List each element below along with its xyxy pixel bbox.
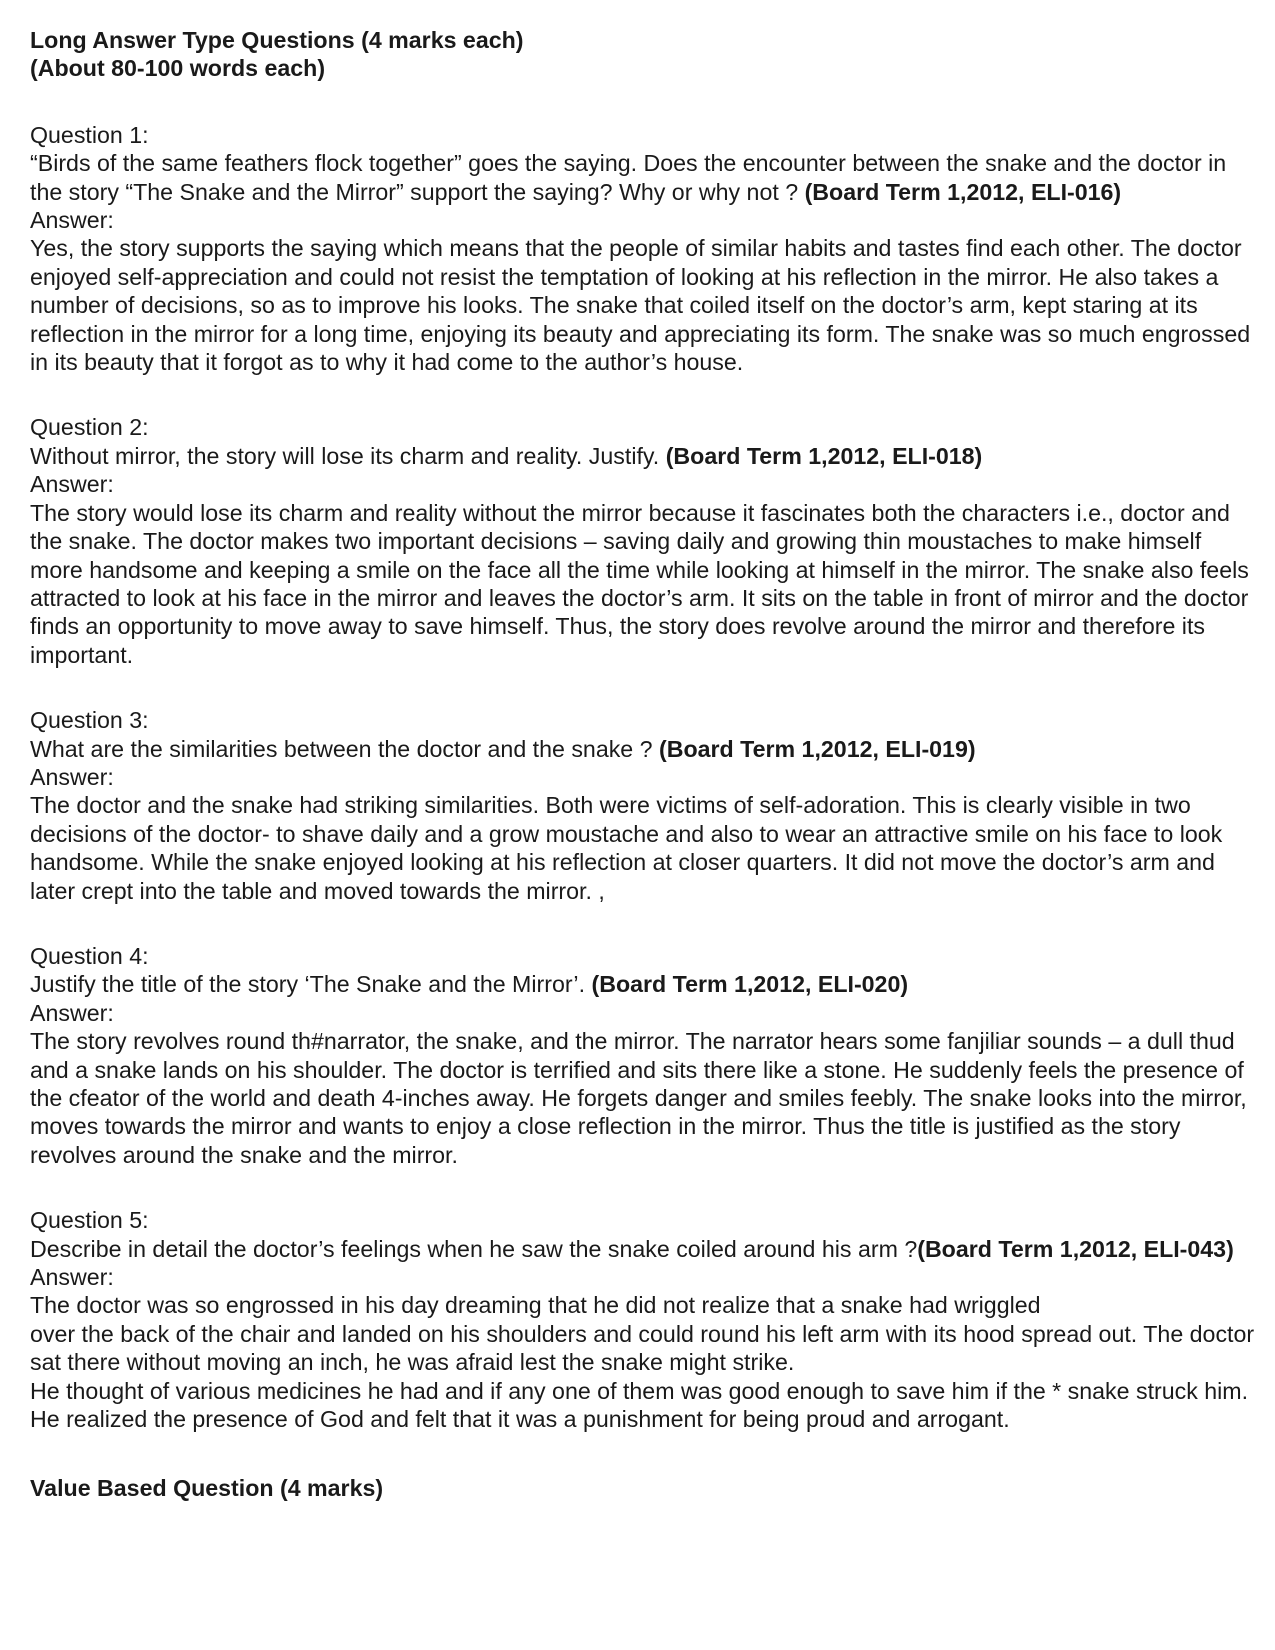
question-block-5 <box>30 1206 1255 1433</box>
board-reference: (Board Term 1,2012, ELI-020) <box>591 971 909 998</box>
question-text <box>30 970 1255 998</box>
question-text <box>30 149 1255 206</box>
document-page <box>30 26 1255 1503</box>
answer-label: Answer: <box>30 999 114 1026</box>
section-title: Long Answer Type Questions (4 marks each) <box>30 27 524 53</box>
question-block-1 <box>30 121 1255 377</box>
question-text <box>30 1235 1255 1263</box>
question-label: Question 3: <box>30 707 149 734</box>
board-reference: (Board Term 1,2012, ELI-043) <box>917 1235 1234 1262</box>
answer-text: He thought of various medicines he had and if any one of them was good enough to save him if the * snake struck him. He realized the presence of God and felt that it was a punishment for being proud and arrogant. <box>30 1377 1249 1433</box>
question-body: “Birds of the same feathers flock together” goes the saying. Does the encounter between the snake and the doctor in the story “The Snake and the Mirror” support the saying? Why or why not ? <box>30 150 1227 205</box>
answer-text: over the back of the chair and landed on his shoulders and could round his left arm with its hood spread out. The doctor sat there without moving an inch, he was afraid lest the snake might strike. <box>30 1320 1255 1376</box>
question-body: Justify the title of the story ‘The Snake and the Mirror’. <box>30 971 592 998</box>
board-reference: (Board Term 1,2012, ELI-016) <box>804 178 1122 205</box>
question-text <box>30 735 1255 763</box>
question-label: Question 5: <box>30 1207 149 1234</box>
question-block-4 <box>30 942 1255 1169</box>
answer-label: Answer: <box>30 763 114 790</box>
question-body: Without mirror, the story will lose its charm and reality. Justify. <box>30 442 666 469</box>
question-block-2 <box>30 413 1255 669</box>
board-reference: (Board Term 1,2012, ELI-019) <box>658 735 976 762</box>
answer-label: Answer: <box>30 1264 114 1291</box>
value-based-heading: Value Based Question (4 marks) <box>30 1475 384 1502</box>
answer-text: The doctor and the snake had striking similarities. Both were victims of self-adoration. This is clearly visible in two decisions of the doctor- to shave daily and a grow moustache and also to wear an attractive smile on his face to look handsome. While the snake enjoyed looking at his reflection at closer quarters. It did not move the doctor’s arm and later crept into the table and moved towards the mirror. , <box>30 792 1223 904</box>
answer-label: Answer: <box>30 471 114 498</box>
answer-text: The story revolves round th#narrator, the snake, and the mirror. The narrator hears some fanjiliar sounds – a dull thud and a snake lands on his shoulder. The doctor is terrified and sits there like a stone. He suddenly feels the presence of the cfeator of the world and death 4-inches away. He forgets danger and smiles feebly. The snake looks into the mirror, moves towards the mirror and wants to enjoy a close reflection in the mirror. Thus the title is justified as the story revolves around the snake and the mirror. <box>30 1028 1247 1168</box>
answer-label: Answer: <box>30 207 114 234</box>
answer-text: The story would lose its charm and reality without the mirror because it fascinates both the characters i.e., doctor and the snake. The doctor makes two important decisions – saving daily and growing thin moustaches to make himself more handsome and keeping a smile on the face all the time while looking at himself in the mirror. The snake also feels attracted to look at his face in the mirror and leaves the doctor’s arm. It sits on the table in front of mirror and the doctor finds an opportunity to move away to save himself. Thus, the story does revolve around the mirror and therefore its important. <box>30 499 1249 668</box>
question-label: Question 2: <box>30 414 149 441</box>
question-text <box>30 442 1255 470</box>
answer-text: Yes, the story supports the saying which means that the people of similar habits and tastes find each other. The doctor enjoyed self-appreciation and could not resist the temptation of looking at his reflection in the mirror. He also takes a number of decisions, so as to improve his looks. The snake that coiled itself on the doctor’s arm, kept staring at its reflection in the mirror for a long time, enjoying its beauty and appreciating its form. The snake was so much engrossed in its beauty that it forgot as to why it had come to the author’s house. <box>30 235 1251 376</box>
question-body: What are the similarities between the doctor and the snake ? <box>30 735 659 762</box>
question-label: Question 4: <box>30 942 149 969</box>
section-subtitle: (About 80-100 words each) <box>30 55 326 82</box>
question-label: Question 1: <box>30 121 149 148</box>
answer-text: The doctor was so engrossed in his day dreaming that he did not realize that a snake had wriggled <box>30 1292 1041 1319</box>
section-heading <box>30 26 1255 83</box>
question-block-3 <box>30 706 1255 905</box>
board-reference: (Board Term 1,2012, ELI-018) <box>665 442 983 469</box>
question-body: Describe in detail the doctor’s feelings when he saw the snake coiled around his arm ? <box>30 1235 918 1262</box>
